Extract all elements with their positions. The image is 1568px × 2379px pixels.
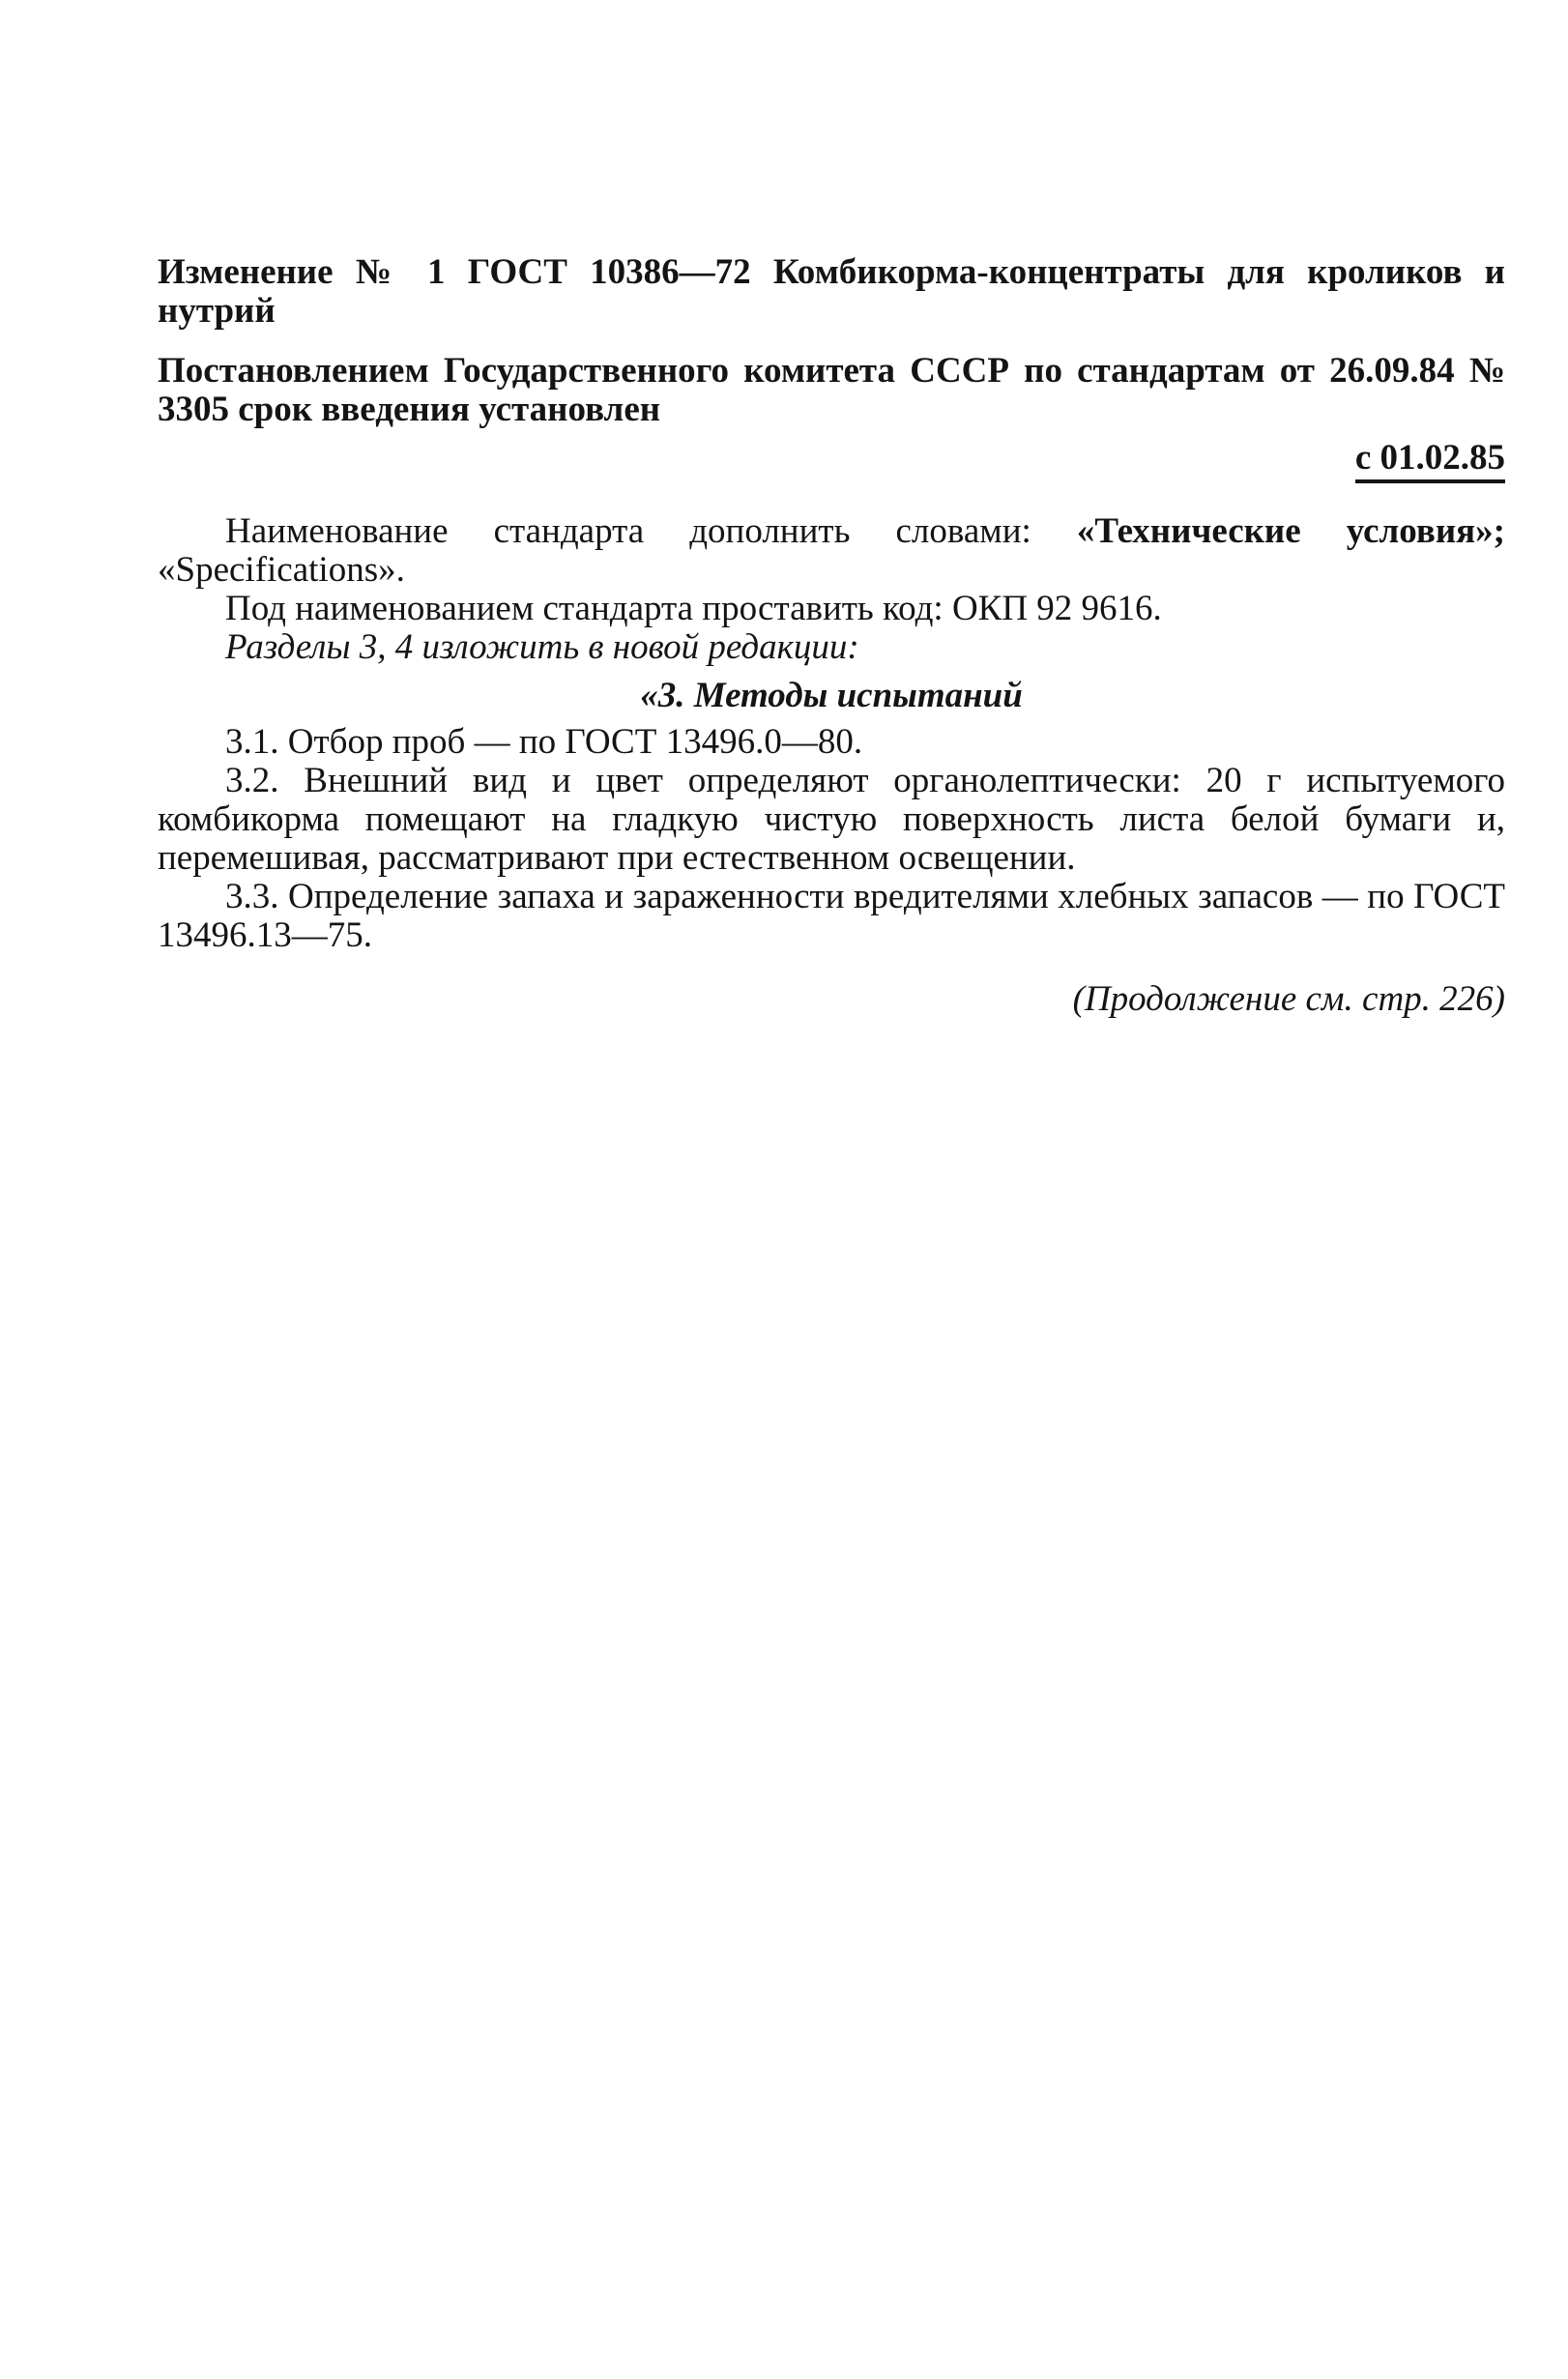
effective-date	[158, 439, 1505, 483]
item-3-1: 3.1. Отбор проб — по ГОСТ 13496.0—80.	[225, 722, 863, 762]
amendment-body	[158, 512, 1505, 955]
decree-statement: Постановлением Государственного комитета СССР по стандартам от 26.09.84 № 3305 срок введения установлен	[158, 351, 1505, 429]
item-3-3: 3.3. Определение запаха и зараженности вредителями хлебных запасов — по ГОСТ 13496.13—75.	[158, 877, 1505, 955]
continuation-note: (Продолжение см. стр. 226)	[1072, 979, 1505, 1019]
paragraph-title-addition-tail: «Specifications».	[158, 550, 405, 590]
paragraph-title-addition	[158, 512, 1505, 590]
text-column	[158, 253, 1505, 1019]
effective-date-value: с 01.02.85	[1355, 439, 1505, 483]
paragraph-sections: Разделы 3, 4 изложить в новой редакции:	[225, 627, 859, 667]
paragraph-code: Под наименованием стандарта проставить код: ОКП 92 9616.	[225, 589, 1162, 628]
section-heading: «3. Методы испытаний	[640, 676, 1023, 715]
item-3-2: 3.2. Внешний вид и цвет определяют органолептически: 20 г испытуемого комбикорма помещают на гладкую чистую поверхность листа белой бумаги и, перемешивая, рассматривают при естественном освещении.	[158, 761, 1505, 878]
section-heading-wrap	[158, 677, 1505, 715]
paragraph-title-addition-bold: «Технические условия»;	[1076, 511, 1505, 551]
paragraph-title-addition-lead: Наименование стандарта дополнить словами:	[225, 511, 1077, 551]
amendment-title: Изменение № 1 ГОСТ 10386—72 Комбикорма-концентраты для кроликов и нутрий	[158, 252, 1505, 331]
